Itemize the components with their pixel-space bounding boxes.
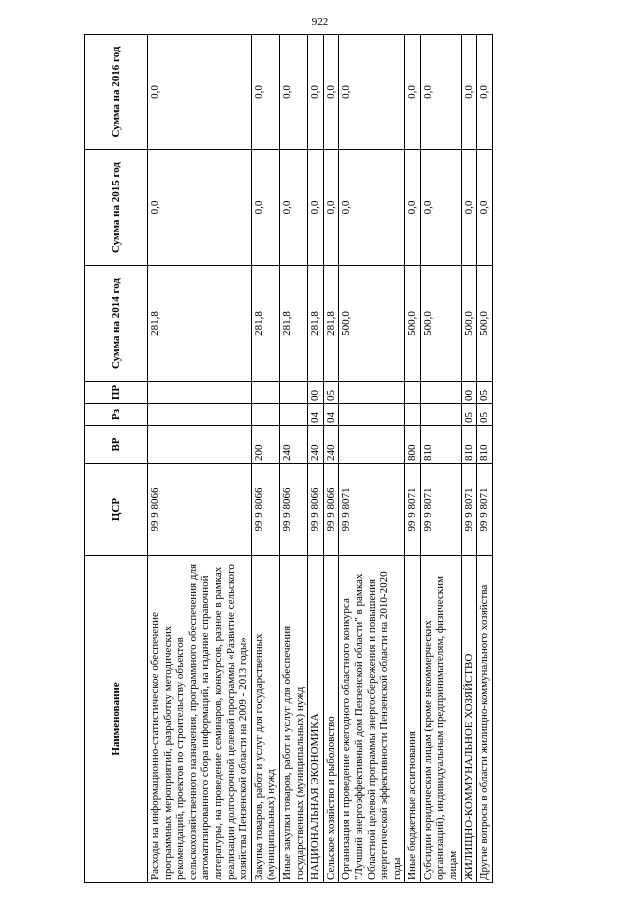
row-pr [339,382,405,404]
row-pr [279,382,307,404]
row-vr: 810 [477,426,493,464]
row-name: Расходы на информационно-статистическое обеспечение программных мероприятий, разработку методических рекомендаций, проектов по строительству объектов сельскохозяйственного назначения, программного обеспечения для автоматизированного сбора информаций, на издание справочной литературы, на проведение семинаров, конкурсов, разное в рамках реализации долгосрочной целевой программы «Развитие сельского хозяйства Пензенской области на 2009 - 2013 годы» [148,556,252,883]
header-rz: Рз [85,404,148,426]
row-rz [148,404,252,426]
row-sum-2015: 0,0 [308,150,324,266]
row-csr: 99 9 8071 [405,464,421,556]
row-vr [148,426,252,464]
table-row [148,35,252,883]
row-vr [339,426,405,464]
row-sum-2016: 0,0 [477,35,493,150]
row-sum-2014: 281,8 [148,266,252,382]
row-sum-2016: 0,0 [420,35,461,150]
row-pr [148,382,252,404]
table-row [405,35,421,883]
header-csr: ЦСР [85,464,148,556]
row-sum-2015: 0,0 [323,150,339,266]
row-rz [405,404,421,426]
row-sum-2015: 0,0 [339,150,405,266]
row-name: Закупка товаров, работ и услуг для государственных (муниципальных) нужд [251,556,279,883]
row-sum-2016: 0,0 [279,35,307,150]
table-row [461,35,477,883]
row-sum-2014: 281,8 [251,266,279,382]
row-sum-2016: 0,0 [323,35,339,150]
row-name: ЖИЛИЩНО-КОММУНАЛЬНОЕ ХОЗЯЙСТВО [461,556,477,883]
table-row [323,35,339,883]
table-row [279,35,307,883]
header-vr: ВР [85,426,148,464]
page-number: 922 [311,16,329,28]
row-rz [251,404,279,426]
row-rz: 04 [308,404,324,426]
row-name: Организация и проведение ежегодного областного конкурса "Лучший энергоэффективный дом Пензенской области" в рамках Областной целевой программы энергосбережения и повышения энергетической эффективности Пензенской области на 2010-2020 годы [339,556,405,883]
row-vr: 810 [420,426,461,464]
row-rz: 04 [323,404,339,426]
header-sum-2016: Сумма на 2016 год [85,35,148,150]
table-header-row [85,35,148,883]
row-rz: 05 [477,404,493,426]
row-sum-2015: 0,0 [148,150,252,266]
table-row [420,35,461,883]
header-sum-2014: Сумма на 2014 год [85,266,148,382]
row-csr: 99 9 8066 [308,464,324,556]
row-sum-2015: 0,0 [477,150,493,266]
row-pr: 00 [308,382,324,404]
row-rz [279,404,307,426]
row-sum-2015: 0,0 [420,150,461,266]
table-row [339,35,405,883]
row-rz [420,404,461,426]
row-vr: 800 [405,426,421,464]
row-csr: 99 9 8066 [251,464,279,556]
row-sum-2014: 500,0 [405,266,421,382]
row-name: Иные закупки товаров, работ и услуг для обеспечения государственных (муниципальных) нужд [279,556,307,883]
row-pr: 05 [323,382,339,404]
row-csr: 99 9 8066 [148,464,252,556]
table-row [308,35,324,883]
rotated-table-wrapper [84,35,493,883]
row-name: НАЦИОНАЛЬНАЯ ЭКОНОМИКА [308,556,324,883]
row-sum-2014: 281,8 [279,266,307,382]
row-rz: 05 [461,404,477,426]
row-sum-2014: 500,0 [339,266,405,382]
table-row [477,35,493,883]
row-vr: 240 [323,426,339,464]
row-pr [251,382,279,404]
row-sum-2016: 0,0 [251,35,279,150]
row-sum-2015: 0,0 [251,150,279,266]
row-sum-2014: 500,0 [461,266,477,382]
row-sum-2014: 281,8 [308,266,324,382]
row-sum-2016: 0,0 [461,35,477,150]
row-pr: 05 [477,382,493,404]
row-vr: 240 [308,426,324,464]
row-vr: 810 [461,426,477,464]
row-sum-2015: 0,0 [279,150,307,266]
row-name: Другие вопросы в области жилищно-коммунального хозяйства [477,556,493,883]
header-sum-2015: Сумма на 2015 год [85,150,148,266]
row-name: Субсидии юридическим лицам (кроме некоммерческих организаций), индивидуальным предпринимателям, физическим лицам [420,556,461,883]
row-csr: 99 9 8071 [477,464,493,556]
table-row [251,35,279,883]
header-pr: ПР [85,382,148,404]
row-csr: 99 9 8071 [339,464,405,556]
row-csr: 99 9 8071 [420,464,461,556]
row-name: Иные бюджетные ассигнования [405,556,421,883]
row-sum-2015: 0,0 [461,150,477,266]
row-rz [339,404,405,426]
row-sum-2014: 500,0 [420,266,461,382]
row-name: Сельское хозяйство и рыболовство [323,556,339,883]
budget-table [84,34,493,883]
row-csr: 99 9 8066 [323,464,339,556]
row-sum-2014: 281,8 [323,266,339,382]
row-vr: 200 [251,426,279,464]
row-sum-2016: 0,0 [339,35,405,150]
row-sum-2016: 0,0 [405,35,421,150]
row-vr: 240 [279,426,307,464]
header-name: Наименование [85,556,148,883]
row-sum-2015: 0,0 [405,150,421,266]
row-csr: 99 9 8066 [279,464,307,556]
row-sum-2016: 0,0 [308,35,324,150]
row-csr: 99 9 8071 [461,464,477,556]
row-sum-2016: 0,0 [148,35,252,150]
row-pr: 00 [461,382,477,404]
row-pr [405,382,421,404]
row-sum-2014: 500,0 [477,266,493,382]
row-pr [420,382,461,404]
